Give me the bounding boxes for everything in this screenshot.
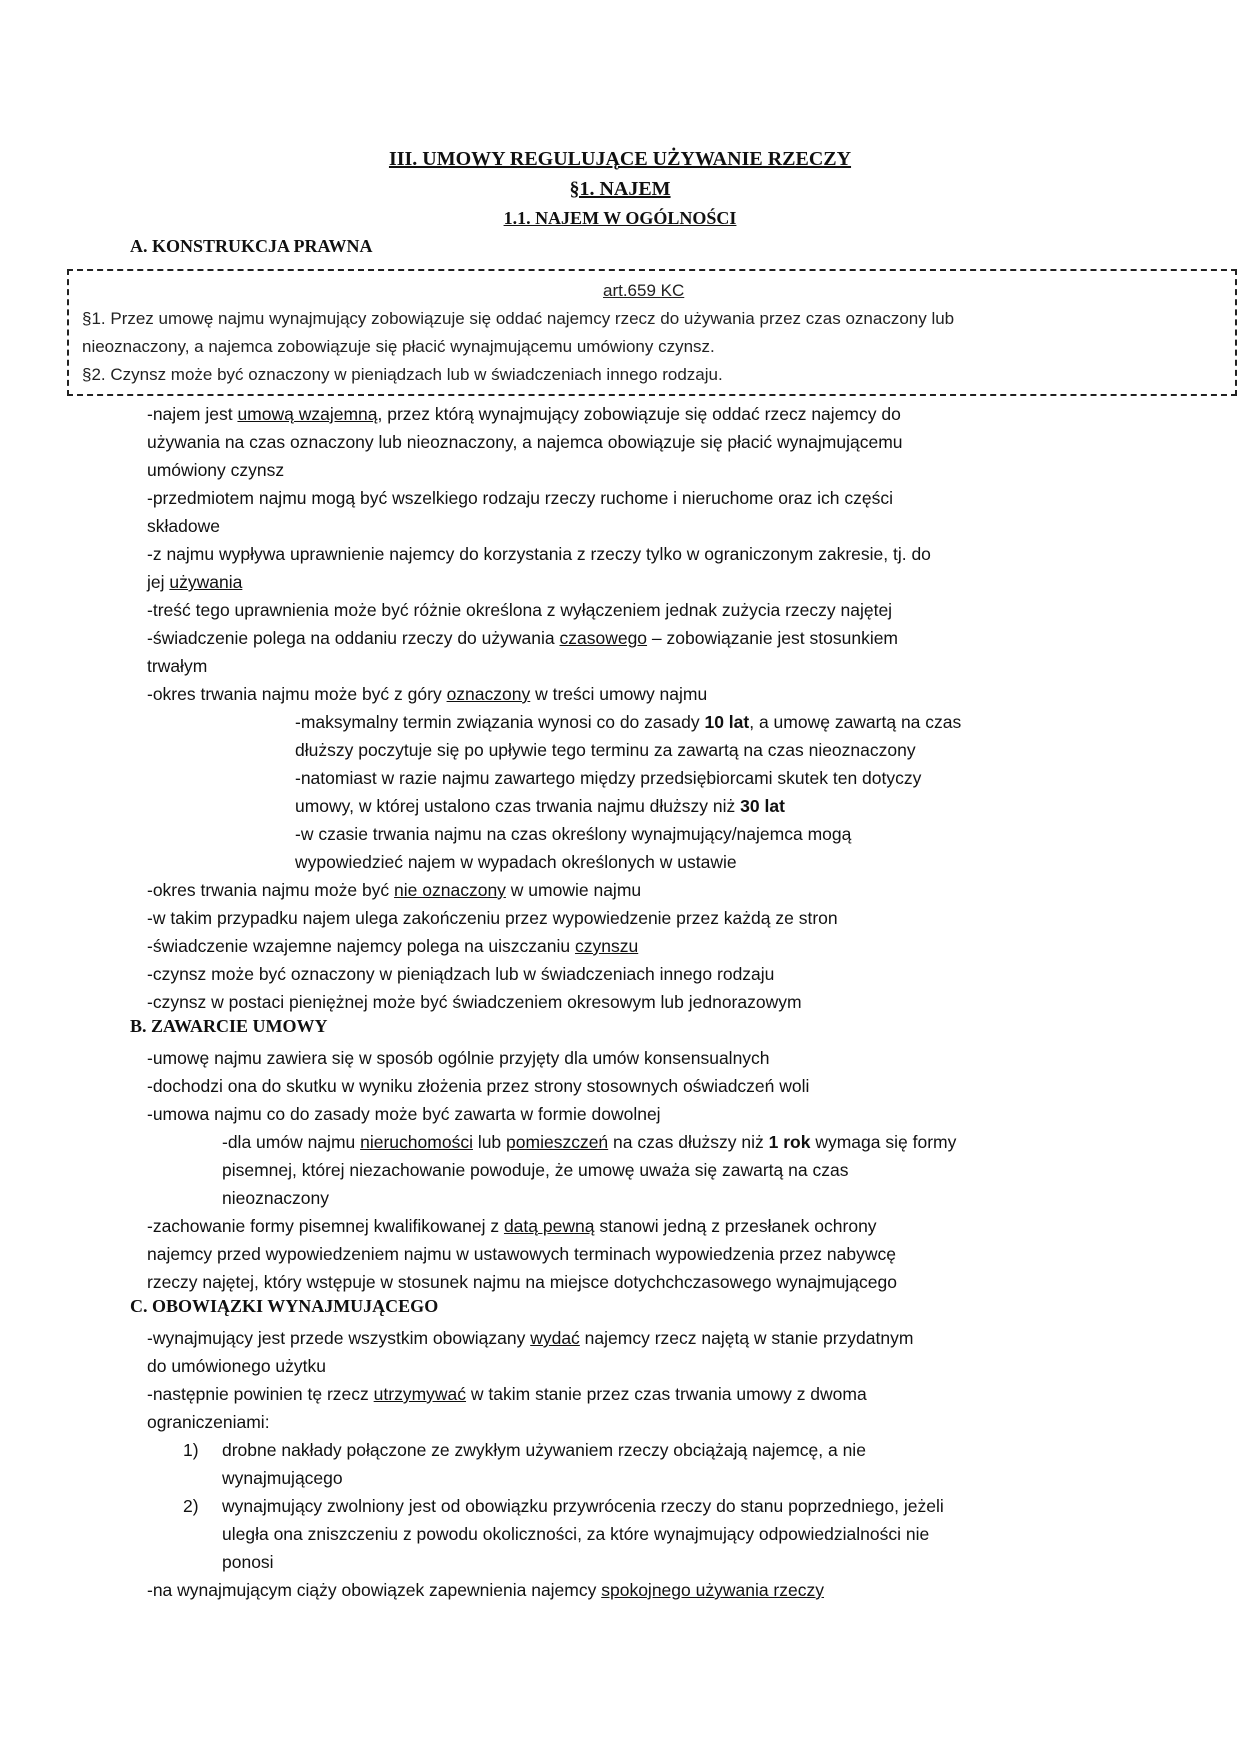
text-line: -zachowanie formy pisemnej kwalifikowanej z datą pewną stanowi jedną z przesłanek ochrony bbox=[147, 1216, 877, 1236]
text-line: -okres trwania najmu może być z góry oznaczony w treści umowy najmu bbox=[147, 684, 708, 704]
text-line: do umówionego użytku bbox=[147, 1356, 326, 1376]
text-line: -maksymalny termin związania wynosi co do zasady 10 lat, a umowę zawartą na czas bbox=[295, 712, 962, 732]
text-line: -czynsz w postaci pieniężnej może być świadczeniem okresowym lub jednorazowym bbox=[147, 992, 802, 1012]
text-line: umowy, w której ustalono czas trwania najmu dłuższy niż 30 lat bbox=[295, 796, 785, 816]
text-line: składowe bbox=[147, 516, 220, 536]
article-paragraph-1-cont: nieoznaczony, a najemca zobowiązuje się płacić wynajmującemu umówiony czynsz. bbox=[82, 337, 715, 356]
text-line: -wynajmujący jest przede wszystkim obowiązany wydać najemcy rzecz najętą w stanie przydatnym bbox=[147, 1328, 914, 1348]
text-line: -najem jest umową wzajemną, przez którą wynajmujący zobowiązuje się oddać rzecz najemcy do bbox=[147, 404, 901, 424]
text-line: -świadczenie polega na oddaniu rzeczy do używania czasowego – zobowiązanie jest stosunkiem bbox=[147, 628, 899, 648]
article-paragraph-2: §2. Czynsz może być oznaczony w pieniądzach lub w świadczeniach innego rodzaju. bbox=[82, 365, 723, 384]
text-line: ograniczeniami: bbox=[147, 1412, 270, 1432]
text-line: -czynsz może być oznaczony w pieniądzach lub w świadczeniach innego rodzaju bbox=[147, 964, 775, 984]
text-line: -następnie powinien tę rzecz utrzymywać w takim stanie przez czas trwania umowy z dwoma bbox=[147, 1384, 867, 1404]
list-number: 1) bbox=[183, 1440, 199, 1460]
text-line: -świadczenie wzajemne najemcy polega na uiszczaniu czynszu bbox=[147, 936, 639, 956]
text-line: pisemnej, której niezachowanie powoduje, że umowę uważa się zawartą na czas bbox=[222, 1160, 849, 1180]
heading-section-c: C. OBOWIĄZKI WYNAJMUJĄCEGO bbox=[130, 1296, 439, 1316]
heading-section-b: B. ZAWARCIE UMOWY bbox=[130, 1016, 328, 1036]
page-title: III. UMOWY REGULUJĄCE UŻYWANIE RZECZY bbox=[388, 148, 852, 170]
text-line: -dla umów najmu nieruchomości lub pomieszczeń na czas dłuższy niż 1 rok wymaga się formy bbox=[222, 1132, 957, 1152]
text-line: -z najmu wypływa uprawnienie najemcy do korzystania z rzeczy tylko w ograniczonym zakresie, tj. do bbox=[147, 544, 931, 564]
text-line: wypowiedzieć najem w wypadach określonych w ustawie bbox=[295, 852, 737, 872]
list-item: uległa ona zniszczeniu z powodu okoliczności, za które wynajmujący odpowiedzialności nie bbox=[222, 1524, 930, 1544]
text-line: -na wynajmującym ciąży obowiązek zapewnienia najemcy spokojnego używania rzeczy bbox=[147, 1580, 824, 1600]
text-line: -przedmiotem najmu mogą być wszelkiego rodzaju rzeczy ruchome i nieruchome oraz ich części bbox=[147, 488, 893, 508]
text-line: -umowa najmu co do zasady może być zawarta w formie dowolnej bbox=[147, 1104, 661, 1124]
text-line: -natomiast w razie najmu zawartego między przedsiębiorcami skutek ten dotyczy bbox=[295, 768, 922, 788]
text-line: rzeczy najętej, który wstępuje w stosunek najmu na miejsce dotychchczasowego wynajmującego bbox=[147, 1272, 897, 1292]
text-line: najemcy przed wypowiedzeniem najmu w ustawowych terminach wypowiedzenia przez nabywcę bbox=[147, 1244, 896, 1264]
section-title: §1. NAJEM bbox=[569, 178, 671, 200]
article-paragraph-1: §1. Przez umowę najmu wynajmujący zobowiązuje się oddać najemcy rzecz do używania przez czas oznaczony lub bbox=[82, 309, 955, 328]
text-line: -umowę najmu zawiera się w sposób ogólnie przyjęty dla umów konsensualnych bbox=[147, 1048, 770, 1068]
text-line: nieoznaczony bbox=[222, 1188, 330, 1208]
text-line: jej używania bbox=[147, 572, 243, 592]
list-item: wynajmującego bbox=[222, 1468, 343, 1488]
text-line: umówiony czynsz bbox=[147, 460, 285, 480]
text-line: -w takim przypadku najem ulega zakończeniu przez wypowiedzenie przez każdą ze stron bbox=[147, 908, 838, 928]
heading-section-a: A. KONSTRUKCJA PRAWNA bbox=[130, 236, 373, 256]
text-line: -w czasie trwania najmu na czas określony wynajmujący/najemca mogą bbox=[295, 824, 852, 844]
subsection-title: 1.1. NAJEM W OGÓLNOŚCI bbox=[503, 208, 737, 228]
text-line: -dochodzi ona do skutku w wyniku złożenia przez strony stosownych oświadczeń woli bbox=[147, 1076, 810, 1096]
list-item: drobne nakłady połączone ze zwykłym używaniem rzeczy obciążają najemcę, a nie bbox=[222, 1440, 866, 1460]
text-line: -treść tego uprawnienia może być różnie określona z wyłączeniem jednak zużycia rzeczy najętej bbox=[147, 600, 893, 620]
list-number: 2) bbox=[183, 1496, 199, 1516]
text-line: -okres trwania najmu może być nie oznaczony w umowie najmu bbox=[147, 880, 642, 900]
list-item: ponosi bbox=[222, 1552, 274, 1572]
text-line: dłuższy poczytuje się po upływie tego terminu za zawartą na czas nieoznaczony bbox=[295, 740, 916, 760]
text-line: używania na czas oznaczony lub nieoznaczony, a najemca obowiązuje się płacić wynajmującemu bbox=[147, 432, 903, 452]
text-line: trwałym bbox=[147, 656, 208, 676]
article-title: art.659 KC bbox=[603, 281, 685, 300]
list-item: wynajmujący zwolniony jest od obowiązku przywrócenia rzeczy do stanu poprzedniego, jeżeli bbox=[222, 1496, 944, 1516]
